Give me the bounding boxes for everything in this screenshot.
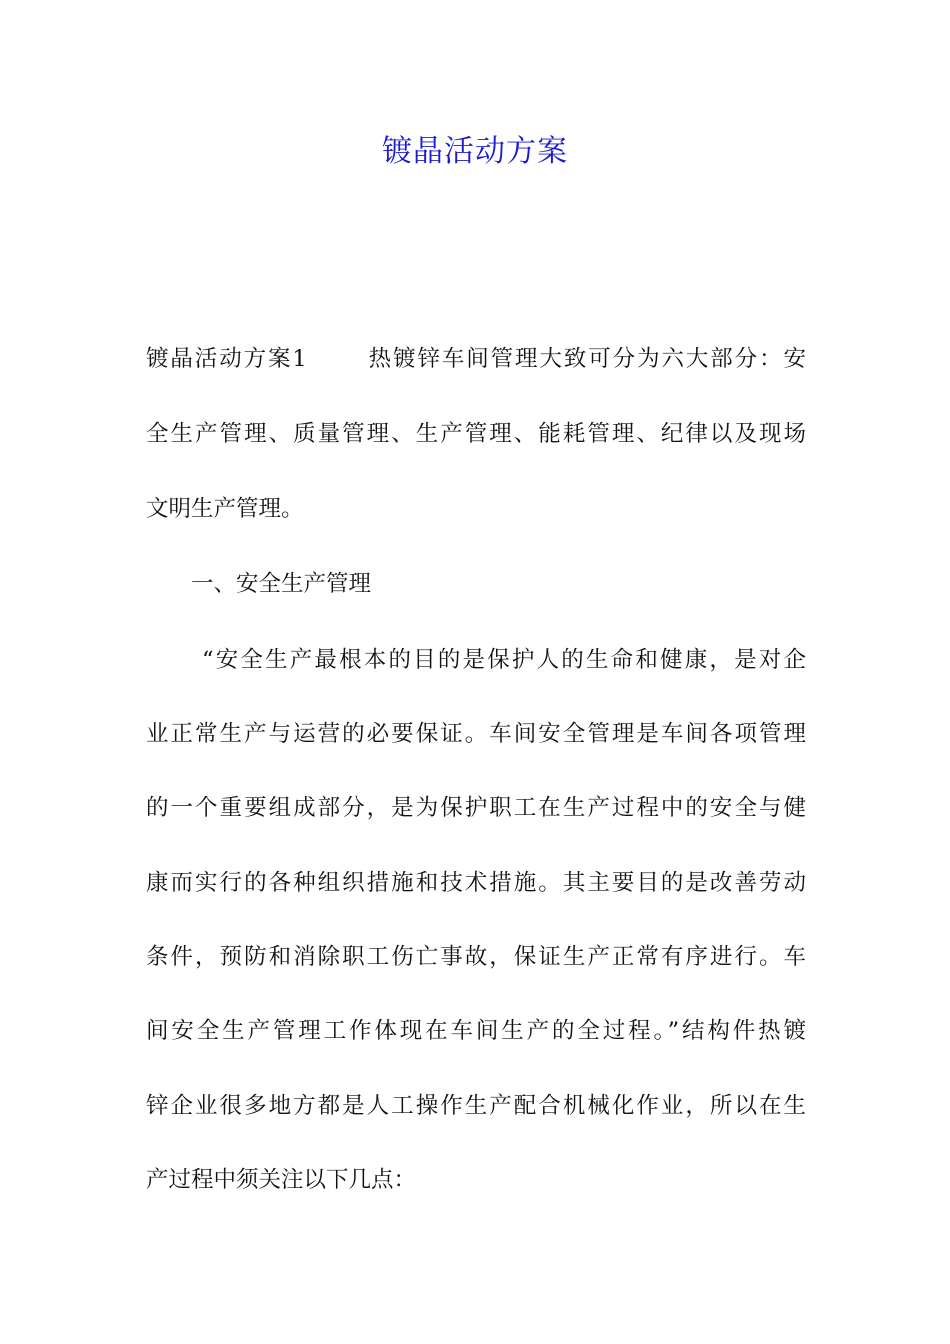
- paragraph-line: “安全生产最根本的目的是保护人的生命和健康，是对企: [202, 647, 806, 673]
- paragraph-line: 锌企业很多地方都是人工操作生产配合机械化作业，所以在生: [146, 1093, 806, 1119]
- paragraph-line: 的一个重要组成部分，是为保护职工在生产过程中的安全与健: [146, 795, 806, 821]
- intro-line-2: 全生产管理、质量管理、生产管理、能耗管理、纪律以及现场: [146, 421, 806, 447]
- intro-line-3: 文明生产管理。: [146, 496, 304, 522]
- paragraph-line: 康而实行的各种组织措施和技术措施。其主要目的是改善劳动: [146, 870, 806, 896]
- section-heading: 一、安全生产管理: [191, 571, 372, 597]
- intro-text-line: 热镀锌车间管理大致可分为六大部分：安: [366, 346, 806, 372]
- intro-heading: 镀晶活动方案1: [146, 346, 307, 372]
- paragraph-line: 产过程中须关注以下几点：: [146, 1167, 417, 1193]
- intro-line-1: [146, 341, 806, 377]
- paragraph-line: 间安全生产管理工作体现在车间生产的全过程。”结构件热镀: [146, 1018, 806, 1044]
- paragraph-line: 条件，预防和消除职工伤亡事故，保证生产正常有序进行。车: [146, 944, 806, 970]
- paragraph-line: 业正常生产与运营的必要保证。车间安全管理是车间各项管理: [146, 721, 806, 747]
- document-title: 镀晶活动方案: [382, 134, 568, 169]
